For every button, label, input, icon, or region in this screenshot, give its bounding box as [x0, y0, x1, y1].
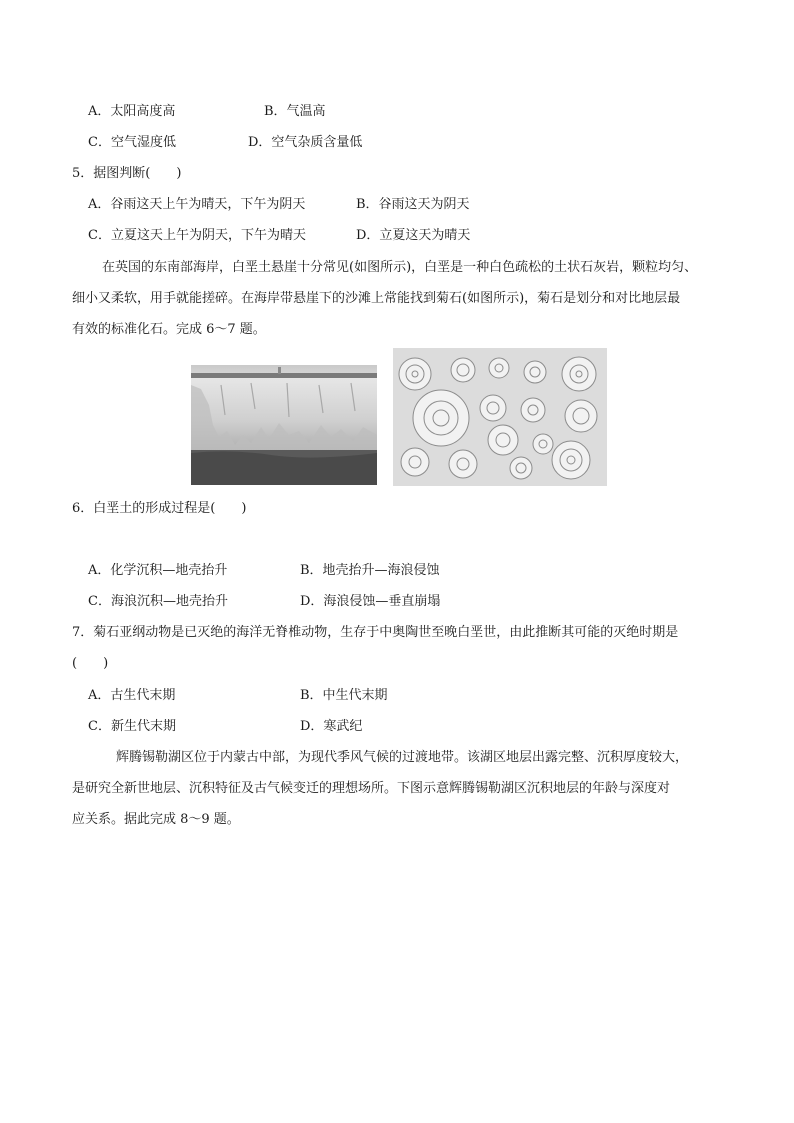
q7-answer-paren: ( ): [72, 656, 109, 671]
q5-option-b: B．谷雨这天为阴天: [356, 197, 470, 212]
ammonite-fossils-photo: [393, 348, 607, 486]
chalk-cliff-photo: [191, 365, 377, 485]
q4-option-c: C．空气湿度低: [88, 135, 176, 150]
q4-option-d: D．空气杂质含量低: [248, 135, 363, 150]
q5-option-d: D．立夏这天为晴天: [356, 228, 471, 243]
q6-option-b: B．地壳抬升—海浪侵蚀: [300, 563, 440, 578]
q4-option-a: A．太阳高度高: [88, 104, 176, 119]
q4-option-b: B．气温高: [264, 104, 326, 119]
q7-option-d: D．寒武纪: [300, 719, 363, 734]
lake-passage-line2: 是研究全新世地层、沉积特征及古气候变迁的理想场所。下图示意辉腾锡勒湖区沉积地层的年龄与深度对: [72, 781, 671, 796]
chalk-passage-line2: 细小又柔软，用手就能搓碎。在海岸带悬崖下的沙滩上常能找到菊石(如图所示)，菊石是划分和对比地层最: [72, 291, 681, 306]
q7-option-a: A．古生代末期: [88, 688, 176, 703]
lake-passage-line1: 辉腾锡勒湖区位于内蒙古中部，为现代季风气候的过渡地带。该湖区地层出露完整、沉积厚度较大，: [116, 750, 689, 765]
q7-option-b: B．中生代末期: [300, 688, 388, 703]
q6-option-c: C．海浪沉积—地壳抬升: [88, 594, 228, 609]
q7-stem: 7．菊石亚纲动物是已灭绝的海洋无脊椎动物，生存于中奥陶世至晚白垩世，由此推断其可能的灭绝时期是: [72, 625, 679, 640]
chalk-passage-line3: 有效的标准化石。完成 6～7 题。: [72, 322, 266, 337]
lake-passage-line3: 应关系。据此完成 8～9 题。: [72, 812, 240, 827]
q6-stem: 6．白垩土的形成过程是( ): [72, 501, 247, 516]
q7-option-c: C．新生代末期: [88, 719, 176, 734]
q5-stem: 5．据图判断( ): [72, 166, 182, 181]
q5-option-c: C．立夏这天上午为阴天，下午为晴天: [88, 228, 306, 243]
chalk-passage-line1: 在英国的东南部海岸，白垩土悬崖十分常见(如图所示)，白垩是一种白色疏松的土状石灰岩，颗粒均匀、: [102, 260, 698, 275]
q6-option-d: D．海浪侵蚀—垂直崩塌: [300, 594, 441, 609]
q5-option-a: A．谷雨这天上午为晴天，下午为阴天: [88, 197, 306, 212]
q6-option-a: A．化学沉积—地壳抬升: [88, 563, 228, 578]
